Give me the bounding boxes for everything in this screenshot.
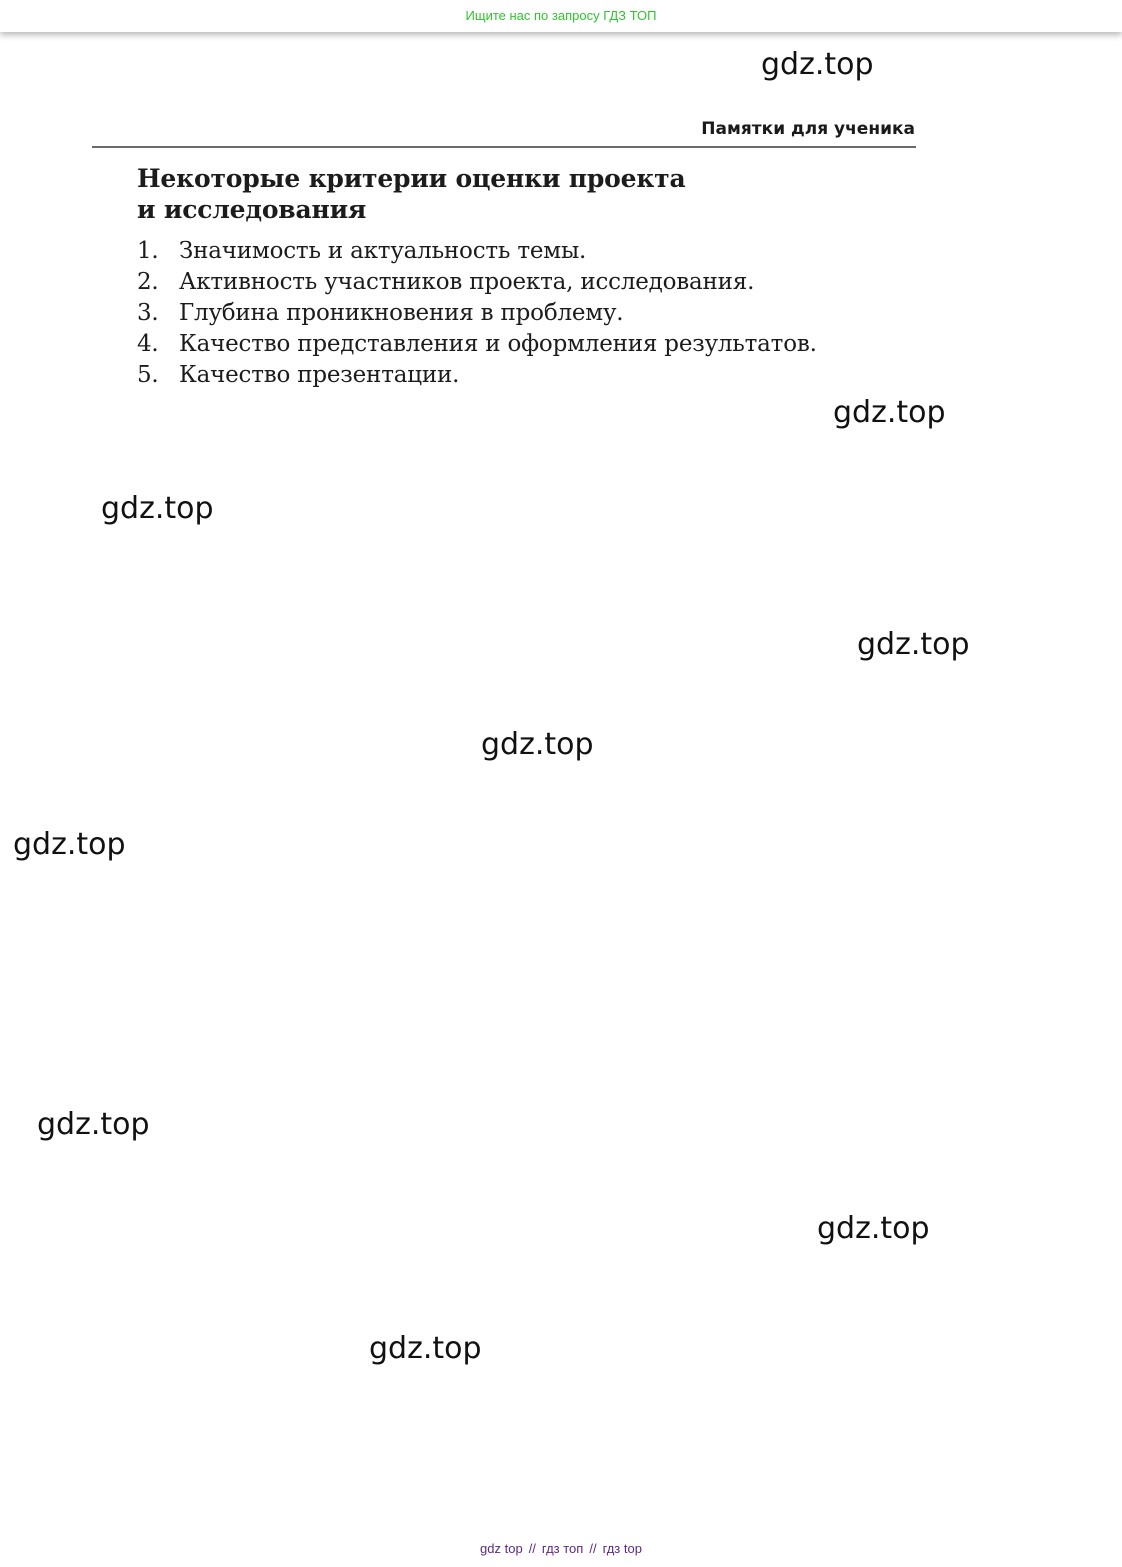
- footer-link[interactable]: gdz top: [480, 1541, 523, 1556]
- watermark: gdz.top: [817, 1211, 930, 1246]
- watermark: gdz.top: [101, 491, 214, 526]
- list-item: [137, 329, 817, 360]
- watermark: gdz.top: [833, 395, 946, 430]
- section-title-line: Некоторые критерии оценки проекта: [137, 164, 686, 193]
- footer-links: [0, 1541, 1122, 1556]
- header-divider: [92, 146, 916, 148]
- footer-link[interactable]: гдз топ: [541, 1541, 584, 1556]
- watermark: gdz.top: [37, 1107, 150, 1142]
- banner-text: Ищите нас по запросу ГДЗ ТОП: [465, 8, 657, 23]
- footer-link[interactable]: гдз top: [602, 1541, 642, 1556]
- item-text: Качество презентации.: [179, 362, 460, 388]
- item-number: 2.: [137, 269, 159, 295]
- item-number: 3.: [137, 300, 159, 326]
- watermark: gdz.top: [857, 627, 970, 662]
- item-text: Активность участников проекта, исследования.: [179, 269, 755, 295]
- criteria-list: [137, 236, 817, 391]
- list-item: [137, 298, 817, 329]
- top-banner: [0, 0, 1122, 32]
- watermark: gdz.top: [369, 1331, 482, 1366]
- list-item: [137, 360, 817, 391]
- item-number: 4.: [137, 331, 159, 357]
- list-item: [137, 267, 817, 298]
- watermark: gdz.top: [761, 47, 874, 82]
- item-text: Глубина проникновения в проблему.: [179, 300, 624, 326]
- footer-separator: //: [589, 1541, 597, 1556]
- item-text: Значимость и актуальность темы.: [179, 238, 587, 264]
- running-head: Памятки для ученика: [701, 119, 915, 139]
- item-number: 5.: [137, 362, 159, 388]
- section-title-line: и исследования: [137, 195, 367, 224]
- list-item: [137, 236, 817, 267]
- item-text: Качество представления и оформления результатов.: [179, 331, 817, 357]
- footer-separator: //: [528, 1541, 536, 1556]
- item-number: 1.: [137, 238, 159, 264]
- section-title: [137, 163, 685, 225]
- watermark: gdz.top: [13, 827, 126, 862]
- watermark: gdz.top: [481, 727, 594, 762]
